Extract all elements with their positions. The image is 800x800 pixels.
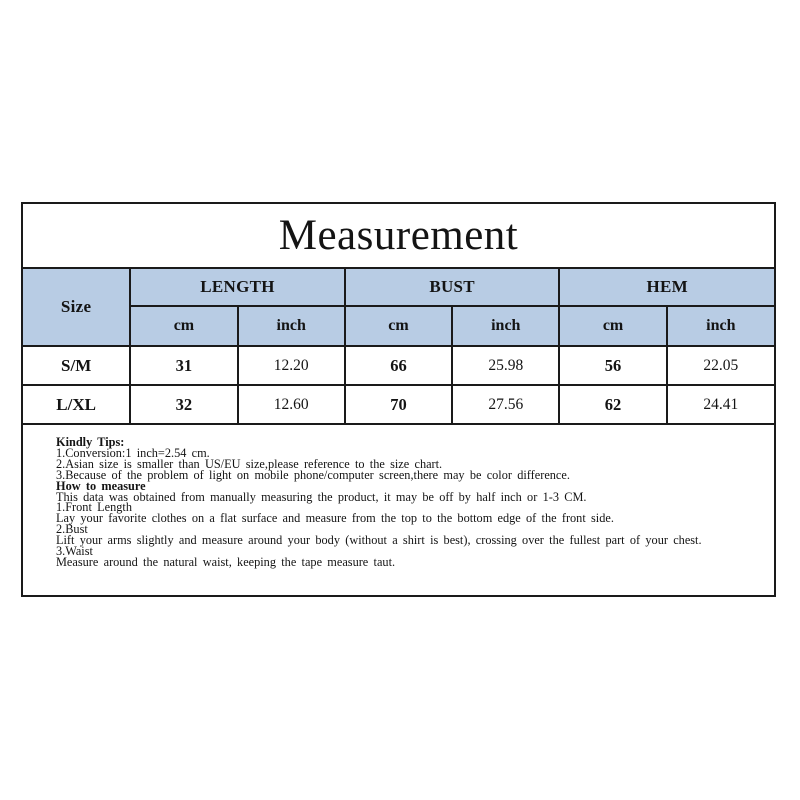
unit-header-hem-inch: inch [667, 306, 774, 346]
tip-asian-size: 2.Asian size is smaller than US/EU size,please reference to the size chart. [56, 456, 443, 471]
waist-instruction: Measure around the natural waist, keeping the tape measure taut. [56, 554, 396, 569]
page-title: Measurement [23, 204, 774, 269]
lxl-bust-cm: 70 [345, 385, 452, 424]
unit-header-length-inch: inch [238, 306, 345, 346]
col-group-bust: BUST [345, 269, 560, 306]
waist-label: 3.Waist [56, 544, 93, 559]
lxl-length-inch: 12.60 [238, 385, 345, 424]
lxl-hem-inch: 24.41 [667, 385, 774, 424]
sm-bust-inch: 25.98 [452, 346, 559, 385]
unit-header-length-cm: cm [130, 306, 237, 346]
unit-header-hem-cm: cm [559, 306, 666, 346]
how-to-measure-heading: How to measure [56, 478, 146, 493]
measurement-panel [21, 202, 776, 597]
col-header-size: Size [23, 269, 130, 346]
table-row-sm [23, 346, 774, 385]
tips-section [23, 425, 774, 568]
tip-conversion: 1.Conversion:1 inch=2.54 cm. [56, 445, 210, 460]
row-size-label: L/XL [23, 385, 130, 424]
bust-instruction: Lift your arms slightly and measure around your body (without a shirt is best), crossing over the fullest part of your chest. [56, 533, 702, 548]
lxl-bust-inch: 27.56 [452, 385, 559, 424]
unit-header-bust-inch: inch [452, 306, 559, 346]
measure-disclaimer: This data was obtained from manually measuring the product, it may be off by half inch or 1-3 CM. [56, 489, 587, 504]
tip-color-difference: 3.Because of the problem of light on mobile phone/computer screen,there may be color difference. [56, 467, 570, 482]
lxl-hem-cm: 62 [559, 385, 666, 424]
sm-length-cm: 31 [130, 346, 237, 385]
bust-label: 2.Bust [56, 522, 88, 537]
col-group-hem: HEM [559, 269, 774, 306]
front-length-label: 1.Front Length [56, 500, 132, 515]
table-row-lxl [23, 385, 774, 424]
col-group-length: LENGTH [130, 269, 345, 306]
tips-heading: Kindly Tips: [56, 435, 125, 449]
sm-length-inch: 12.20 [238, 346, 345, 385]
measurement-table [23, 269, 774, 425]
sm-hem-inch: 22.05 [667, 346, 774, 385]
unit-header-bust-cm: cm [345, 306, 452, 346]
front-length-instruction: Lay your favorite clothes on a flat surface and measure from the top to the bottom edge of the front side. [56, 511, 614, 526]
lxl-length-cm: 32 [130, 385, 237, 424]
row-size-label: S/M [23, 346, 130, 385]
sm-bust-cm: 66 [345, 346, 452, 385]
sm-hem-cm: 56 [559, 346, 666, 385]
